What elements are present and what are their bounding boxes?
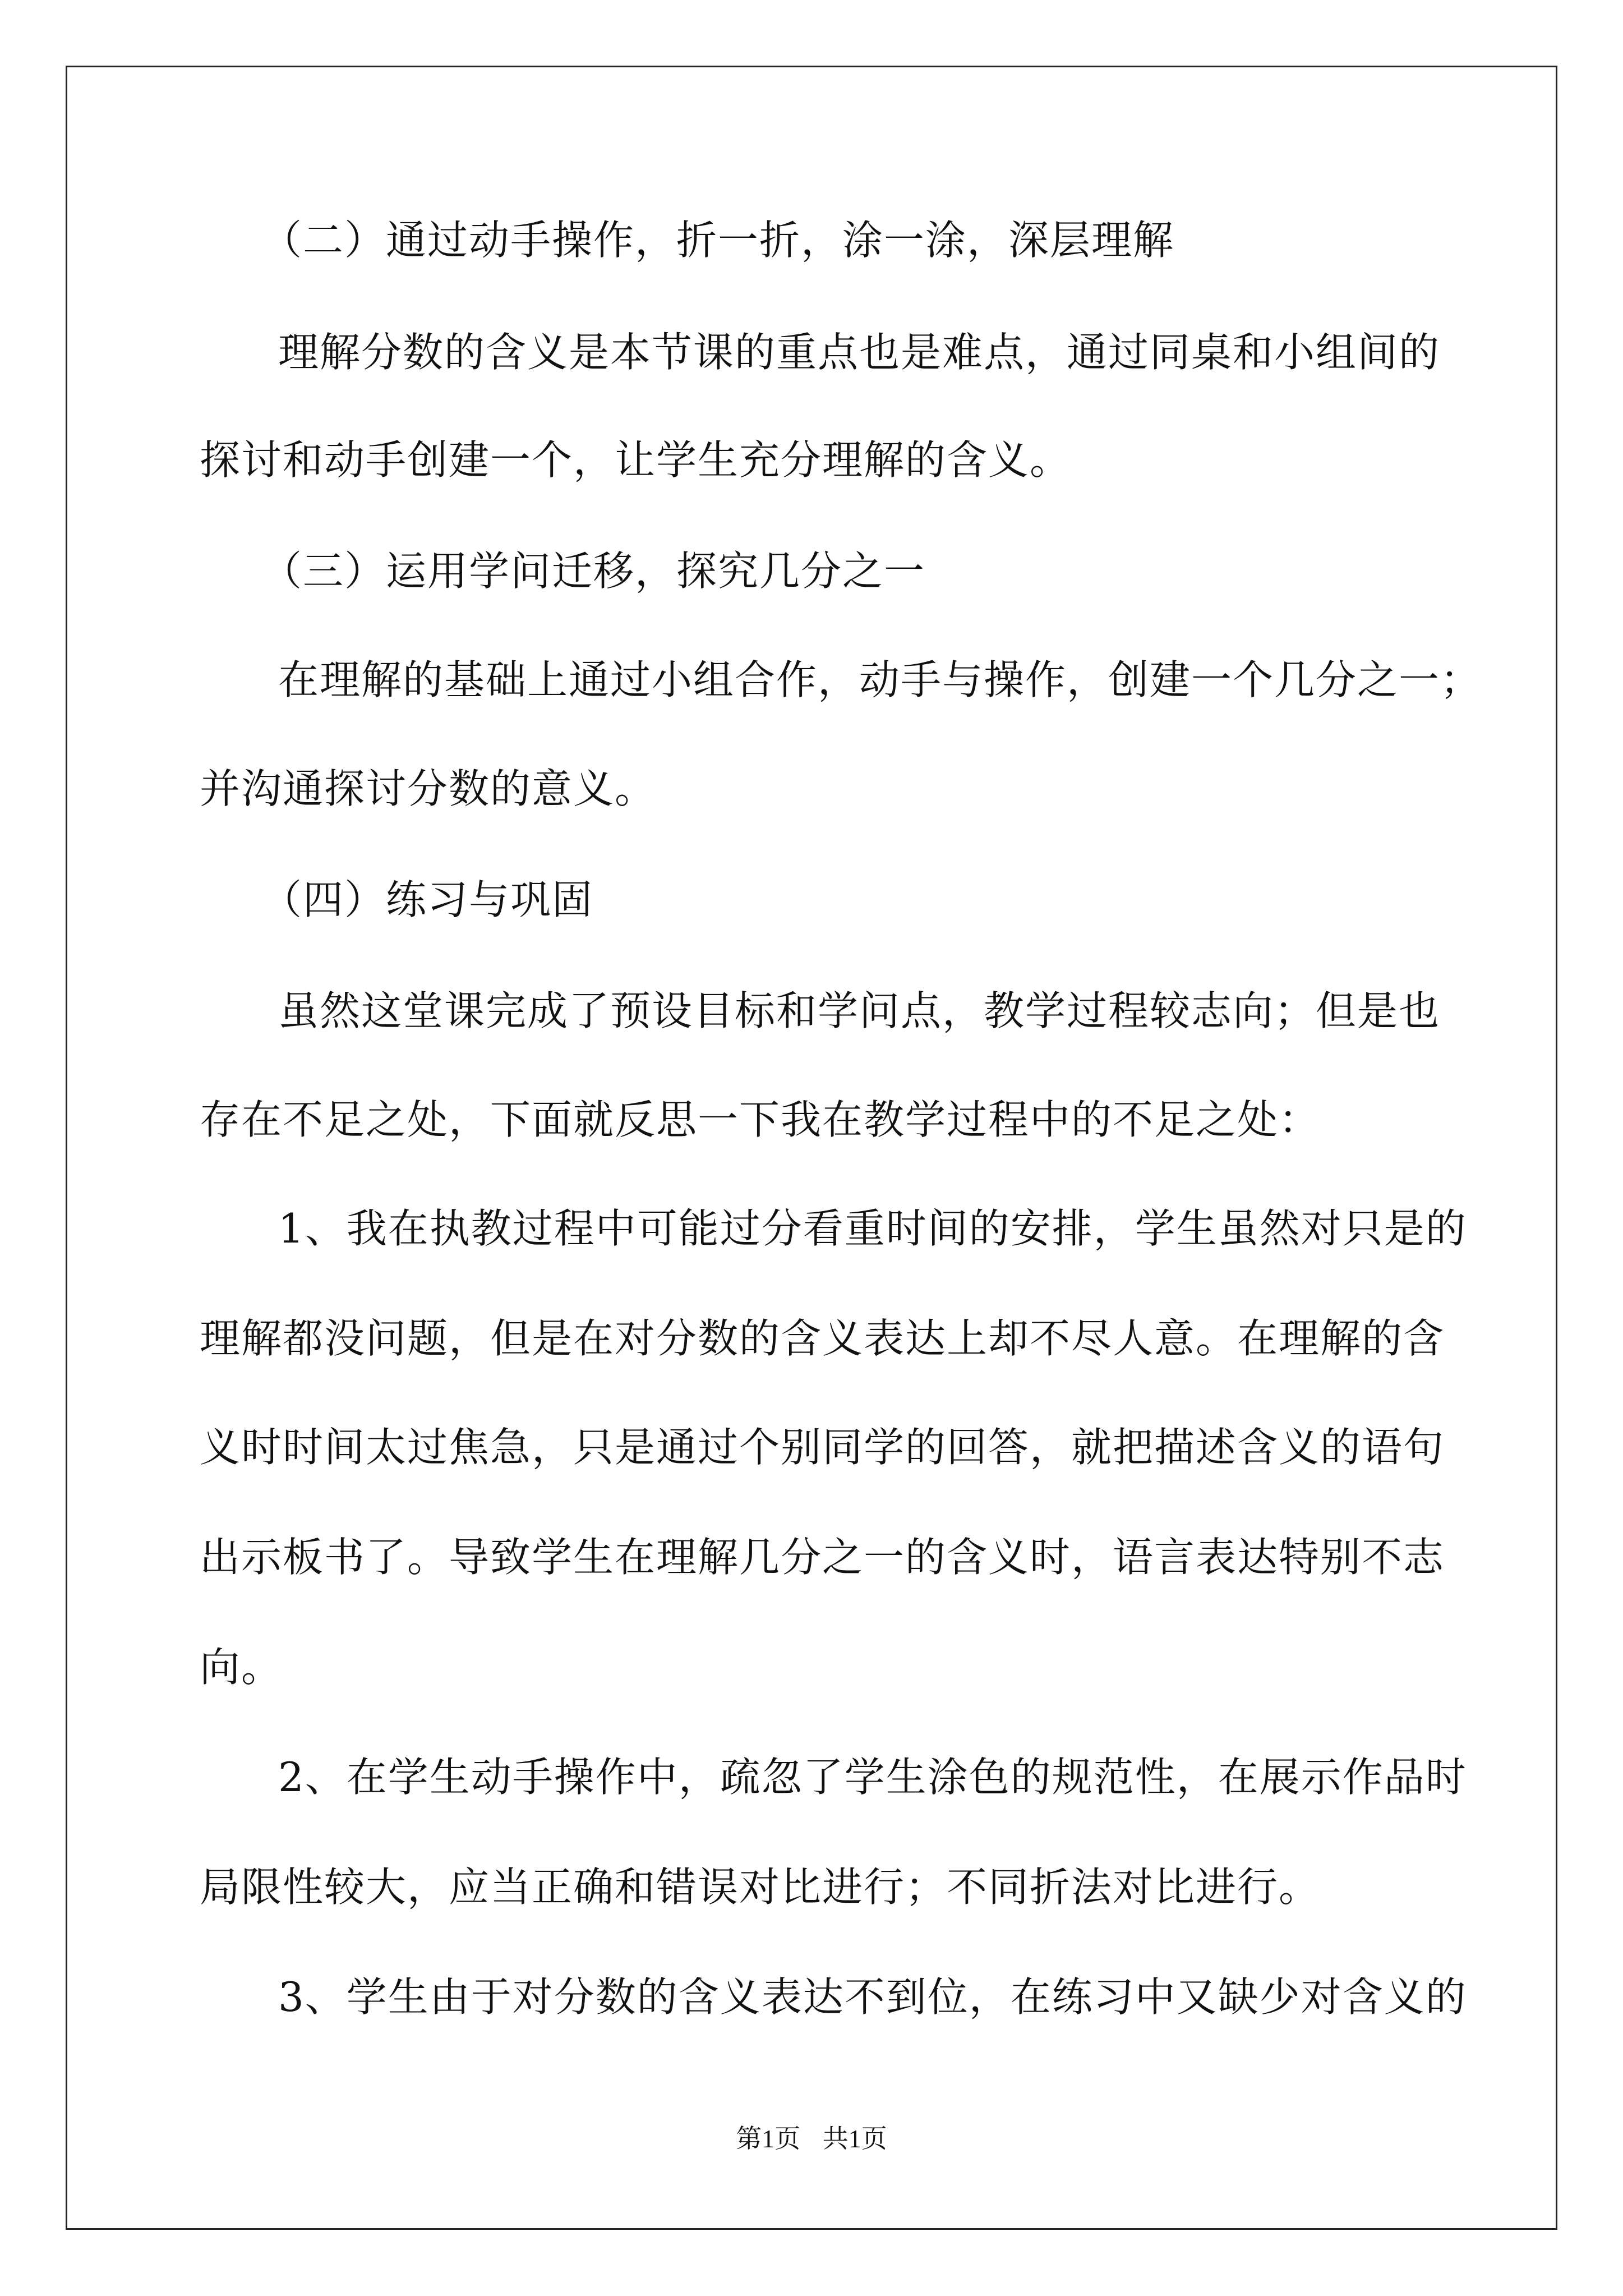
section-heading-3: （三）运用学问迁移，探究几分之一 (261, 547, 926, 595)
paragraph-line: 理解都没问题，但是在对分数的含义表达上却不尽人意。在理解的含 (200, 1315, 1445, 1362)
page-number-total: 共1页 (822, 2124, 887, 2153)
paragraph-line: 理解分数的含义是本节课的重点也是难点，通过同桌和小组间的 (278, 329, 1441, 376)
paragraph-line: 义时时间太过焦急，只是通过个别同学的回答，就把描述含义的语句 (200, 1424, 1445, 1471)
section-heading-2: （二）通过动手操作，折一折，涂一涂，深层理解 (261, 217, 1175, 264)
paragraph-line: 2、在学生动手操作中，疏忽了学生涂色的规范性，在展示作品时 (278, 1754, 1467, 1801)
paragraph-line: 局限性较大，应当正确和错误对比进行；不同折法对比进行。 (200, 1864, 1321, 1911)
paragraph-line: 并沟通探讨分数的意义。 (200, 765, 657, 812)
paragraph-line: 探讨和动手创建一个，让学生充分理解的含义。 (200, 436, 1072, 484)
paragraph-line: 虽然这堂课完成了预设目标和学问点，教学过程较志向；但是也 (278, 987, 1441, 1034)
page-footer (0, 2126, 1623, 2152)
paragraph-line: 3、学生由于对分数的含义表达不到位，在练习中又缺少对含义的 (278, 1973, 1467, 2021)
paragraph-line: 存在不足之处，下面就反思一下我在教学过程中的不足之处： (200, 1096, 1321, 1143)
paragraph-line: 在理解的基础上通过小组合作，动手与操作，创建一个几分之一； (278, 656, 1482, 703)
paragraph-line: 向。 (200, 1644, 283, 1691)
page-number-current: 第1页 (736, 2124, 801, 2153)
paragraph-line: 1、我在执教过程中可能过分看重时间的安排，学生虽然对只是的 (278, 1205, 1467, 1252)
paragraph-line: 出示板书了。导致学生在理解几分之一的含义时，语言表达特别不志 (200, 1534, 1445, 1581)
section-heading-4: （四）练习与巩固 (261, 876, 594, 923)
